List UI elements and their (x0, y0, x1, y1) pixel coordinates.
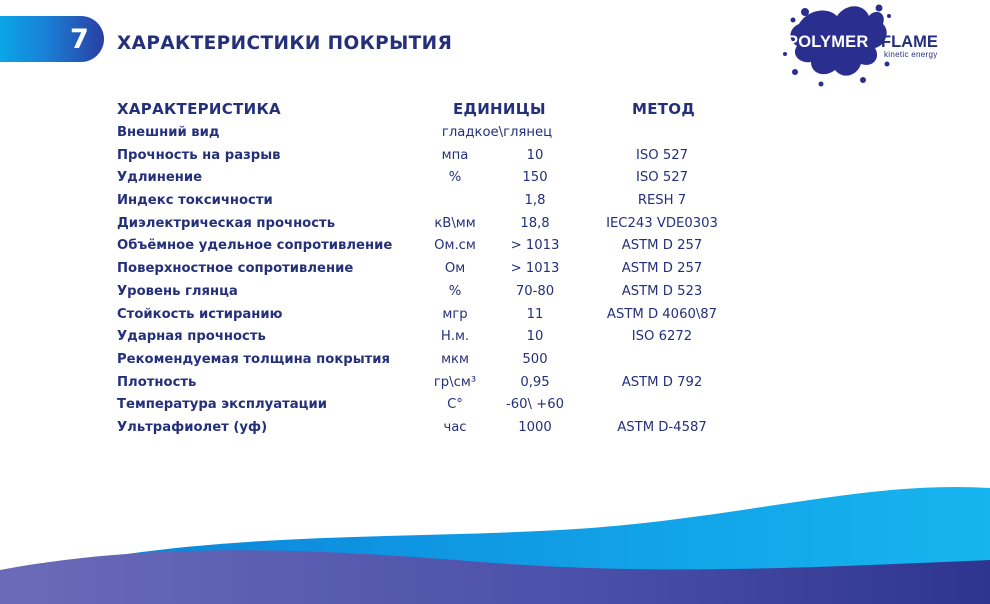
row-unit: C° (447, 397, 463, 413)
page-title: ХАРАКТЕРИСТИКИ ПОКРЫТИЯ (117, 33, 453, 54)
table-row (0, 395, 990, 418)
logo-subtitle: kinetic energy (884, 50, 938, 59)
table-row (0, 191, 990, 214)
row-value: 10 (526, 147, 544, 163)
row-value: 11 (526, 306, 544, 322)
table-row (0, 305, 990, 328)
row-name: Уровень глянца (117, 283, 238, 299)
row-unit: Ом.см (434, 238, 476, 254)
column-header-characteristic: ХАРАКТЕРИСТИКА (117, 100, 281, 118)
row-value: 1000 (518, 419, 552, 435)
row-name: Объёмное удельное сопротивление (117, 238, 393, 254)
row-value: 10 (526, 329, 544, 345)
row-unit: гр\см³ (433, 374, 477, 390)
row-method: ASTM D-4587 (617, 419, 707, 435)
row-name: Индекс токсичности (117, 193, 273, 209)
decorative-waves (0, 470, 990, 604)
slide-number: 7 (70, 24, 89, 55)
row-unit: Ом (444, 261, 466, 277)
row-name: Удлинение (117, 170, 203, 186)
row-method: ASTM D 257 (621, 261, 703, 277)
row-value: > 1013 (510, 238, 560, 254)
table-row (0, 327, 990, 350)
row-value: 1,8 (524, 193, 546, 209)
row-unit: мгр (442, 306, 468, 322)
row-unit: мпа (441, 147, 469, 163)
table-row (0, 350, 990, 373)
row-name: Диэлектрическая прочность (117, 215, 336, 231)
row-name: Плотность (117, 374, 197, 390)
row-value: 0,95 (520, 374, 550, 390)
row-method: ASTM D 792 (621, 374, 703, 390)
column-header-units: ЕДИНИЦЫ (453, 100, 546, 118)
row-name: Прочность на разрыв (117, 147, 281, 163)
row-name: Температура эксплуатации (117, 397, 327, 413)
row-name: Ударная прочность (117, 329, 266, 345)
row-method: ISO 6272 (631, 329, 693, 345)
row-unit: % (448, 170, 462, 186)
row-appearance-value: гладкое\глянец (441, 125, 553, 140)
row-method: ASTM D 523 (621, 283, 703, 299)
row-value: 18,8 (520, 215, 550, 231)
table-row (0, 418, 990, 441)
logo-text-flame: FLAME (881, 33, 938, 51)
row-unit: кВ\мм (434, 215, 476, 231)
row-value: 70-80 (515, 283, 555, 299)
table-row (0, 282, 990, 305)
row-name: Внешний вид (117, 125, 220, 140)
row-value: 500 (522, 351, 548, 367)
table-row (0, 123, 990, 146)
row-name: Ультрафиолет (уф) (117, 419, 268, 435)
row-unit: час (443, 419, 467, 435)
row-value: 150 (522, 170, 548, 186)
logo-text-polymer: POLYMER (787, 33, 869, 51)
table-row (0, 236, 990, 259)
row-value: -60\ +60 (505, 397, 565, 413)
row-method: IEC243 VDE0303 (606, 215, 718, 231)
specs-table (0, 123, 990, 441)
row-name: Рекомендуемая толщина покрытия (117, 351, 391, 367)
row-method: ASTM D 4060\87 (606, 306, 718, 322)
row-unit: % (448, 283, 462, 299)
table-row (0, 168, 990, 191)
row-name: Поверхностное сопротивление (117, 261, 354, 277)
column-header-method: МЕТОД (632, 100, 696, 118)
row-unit: мкм (441, 351, 469, 367)
row-method: ASTM D 257 (621, 238, 703, 254)
row-method: RESH 7 (637, 193, 687, 209)
table-row (0, 259, 990, 282)
row-unit: Н.м. (440, 329, 470, 345)
row-name: Стойкость истиранию (117, 306, 283, 322)
table-row (0, 214, 990, 237)
row-value: > 1013 (510, 261, 560, 277)
table-row (0, 373, 990, 396)
row-method: ISO 527 (635, 170, 689, 186)
row-method: ISO 527 (635, 147, 689, 163)
table-row (0, 146, 990, 169)
